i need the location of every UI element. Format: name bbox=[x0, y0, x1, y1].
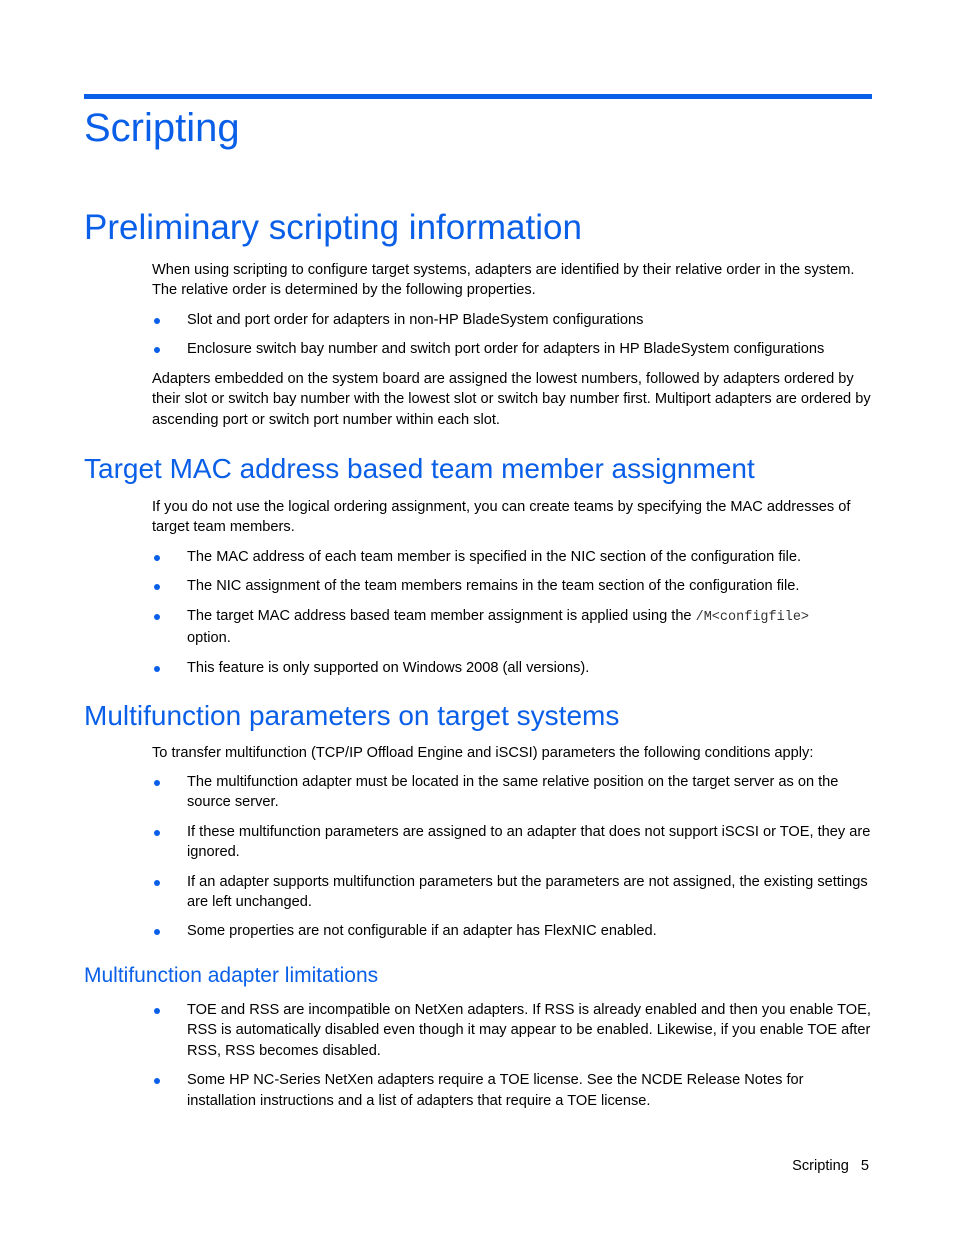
page-number: 5 bbox=[860, 1158, 869, 1174]
bullet-icon bbox=[154, 880, 160, 886]
list-item: The NIC assignment of the team members remains in the team section of the configuration file. bbox=[152, 576, 872, 596]
list-item: Some HP NC-Series NetXen adapters require a TOE license. See the NCDE Release Notes for installation instructions and a list of adapters that require a TOE license. bbox=[152, 1070, 872, 1111]
prelim-intro: When using scripting to configure target systems, adapters are identified by their relative order in the system. The relative order is determined by the following properties. bbox=[152, 262, 855, 299]
list-item: Enclosure switch bay number and switch port order for adapters in HP BladeSystem configurations bbox=[152, 339, 872, 359]
list-item: The multifunction adapter must be located in the same relative position on the target server as on the source server. bbox=[152, 772, 872, 813]
bullet-icon bbox=[154, 1078, 160, 1084]
bullet-icon bbox=[154, 614, 160, 620]
config-option-code: /M<configfile> bbox=[695, 609, 810, 625]
multi-bullet-list bbox=[152, 772, 872, 951]
limits-bullet-list bbox=[152, 1000, 872, 1120]
list-item: The MAC address of each team member is specified in the NIC section of the configuration file. bbox=[152, 547, 872, 567]
bullet-icon bbox=[154, 347, 160, 353]
bullet-icon bbox=[154, 584, 160, 590]
bullet-icon bbox=[154, 666, 160, 672]
bullet-icon bbox=[154, 830, 160, 836]
list-item: The target MAC address based team member assignment is applied using the /M<configfile> option. bbox=[152, 606, 872, 649]
page-footer bbox=[780, 1158, 869, 1174]
bullet-icon bbox=[154, 318, 160, 324]
list-item: Slot and port order for adapters in non-HP BladeSystem configurations bbox=[152, 310, 872, 330]
section-title-multifunction: Multifunction parameters on target systems bbox=[84, 700, 620, 731]
subsection-title-limitations: Multifunction adapter limitations bbox=[84, 964, 379, 987]
chapter-rule bbox=[84, 94, 872, 99]
multi-intro: To transfer multifunction (TCP/IP Offload Engine and iSCSI) parameters the following conditions apply: bbox=[152, 745, 814, 761]
bullet-icon bbox=[154, 929, 160, 935]
mac-intro: If you do not use the logical ordering assignment, you can create teams by specifying the MAC addresses of target team members. bbox=[152, 499, 851, 536]
mac-bullet-list bbox=[152, 547, 872, 687]
list-item: This feature is only supported on Windows 2008 (all versions). bbox=[152, 658, 872, 678]
section-title-mac: Target MAC address based team member assignment bbox=[84, 453, 755, 484]
bullet-icon bbox=[154, 780, 160, 786]
footer-section: Scripting bbox=[792, 1158, 849, 1174]
list-item: TOE and RSS are incompatible on NetXen adapters. If RSS is already enabled and then you enable TOE, RSS is automatically disabled even though it may appear to be enabled. Likewise, if you enable TOE after RSS, RSS becomes disabled. bbox=[152, 1000, 872, 1061]
prelim-bullet-list bbox=[152, 310, 872, 369]
chapter-title: Scripting bbox=[84, 106, 240, 150]
bullet-icon bbox=[154, 1008, 160, 1014]
list-item: If an adapter supports multifunction parameters but the parameters are not assigned, the existing settings are left unchanged. bbox=[152, 872, 872, 913]
list-item: Some properties are not configurable if an adapter has FlexNIC enabled. bbox=[152, 921, 872, 941]
list-item: If these multifunction parameters are assigned to an adapter that does not support iSCSI or TOE, they are ignored. bbox=[152, 822, 872, 863]
section-title-preliminary: Preliminary scripting information bbox=[84, 208, 582, 247]
bullet-icon bbox=[154, 555, 160, 561]
prelim-outro: Adapters embedded on the system board are assigned the lowest numbers, followed by adapters ordered by their slot or switch bay number with the lowest slot or switch bay number first. Multiport adapters are ordered by ascending port or switch port number within each slot. bbox=[152, 371, 871, 428]
